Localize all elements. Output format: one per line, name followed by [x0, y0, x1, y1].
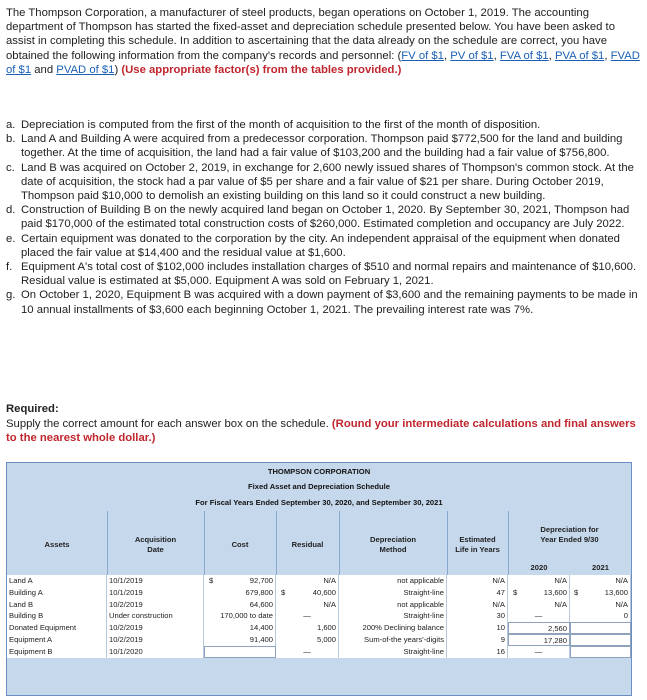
header-line: Year Ended 9/30 — [540, 535, 599, 544]
required-body — [6, 417, 642, 445]
answer-box-cost[interactable] — [204, 646, 276, 658]
cell-method: Straight-line — [339, 587, 447, 599]
item-text: Land B was acquired on October 2, 2019, in exchange for 2,600 newly issued shares of Thompson's common stock. At the date of acquisition, the stock had a par value of $5 per share and a fair value of $21 per share. During October 2019, Thompson paid $10,000 to demolish an existing building on this land so it could construct a new building. — [21, 161, 634, 203]
header-line: Acquisition — [134, 535, 177, 544]
item-marker: e. — [6, 232, 16, 245]
required-text: Supply the correct amount for each answer box on the schedule. — [6, 418, 332, 430]
dollar-sign: $ — [281, 587, 286, 597]
cell-date: 10/2/2019 — [107, 634, 204, 646]
cell-method: 200% Declining balance — [339, 622, 447, 634]
cell-dep-2021: N/A — [570, 599, 631, 611]
dollar-sign: $ — [574, 587, 579, 597]
schedule-period: For Fiscal Years Ended September 30, 2020, and September 30, 2021 — [195, 498, 443, 507]
item-text: Certain equipment was donated to the corporation by the city. An independent appraisal of the equipment when donated placed the fair value at $14,400 and the residual value at $1,600. — [21, 232, 620, 259]
item-marker: d. — [6, 204, 16, 217]
sep: , — [548, 49, 555, 62]
header-year-2020: 2020 — [530, 563, 548, 572]
list-item — [6, 232, 642, 260]
link-fva[interactable]: FVA of $1 — [499, 49, 549, 62]
table-row — [7, 634, 631, 646]
header-residual: Residual — [291, 540, 324, 549]
cell-cost: 64,600 — [204, 599, 276, 611]
item-text: Construction of Building B on the newly acquired land began on October 1, 2020. By September 30, 2021, Thompson had paid $170,000 of the estimated total construction costs of $260,000. Estimated completion and occupancy are July 2022. — [21, 204, 630, 231]
item-marker: f. — [6, 261, 13, 274]
cell-asset: Land B — [7, 599, 107, 611]
answer-box-dep-2021[interactable] — [570, 634, 631, 646]
info-list — [6, 118, 642, 317]
cell-method: Sum-of-the years'-digits — [339, 634, 447, 646]
header-life — [447, 535, 508, 555]
item-text: Land A and Building A were acquired from a predecessor corporation. Thompson paid $772,500 for the land and building together. At the time of acquisition, the land had a fair value of $103,200 and the building had a fair value of $756,800. — [21, 133, 623, 160]
answer-box-dep-2021[interactable] — [570, 646, 631, 658]
cell-life: 16 — [447, 646, 508, 658]
depreciation-schedule — [6, 462, 632, 696]
link-pvad[interactable]: PVAD of $1 — [56, 63, 115, 76]
cell-date: 10/1/2020 — [107, 646, 204, 658]
cell-dep-2021: 0 — [570, 610, 631, 622]
cell-residual: N/A — [276, 575, 339, 587]
list-item — [6, 161, 642, 204]
link-pv[interactable]: PV of $1 — [450, 49, 494, 62]
factor-note: (Use appropriate factor(s) from the tables provided.) — [118, 63, 402, 76]
sep: , — [493, 49, 500, 62]
table-row — [7, 599, 631, 611]
list-item — [6, 203, 642, 231]
cell-life: 10 — [447, 622, 508, 634]
list-item — [6, 260, 642, 288]
item-marker: b. — [6, 133, 16, 146]
cell-life: N/A — [447, 599, 508, 611]
header-year-2021: 2021 — [592, 563, 609, 572]
schedule-title: Fixed Asset and Depreciation Schedule — [248, 482, 390, 491]
answer-box-dep-2020[interactable]: 17,280 — [508, 634, 570, 646]
header-cost: Cost — [231, 540, 249, 549]
rounding-note: (Round your intermediate calculations and final answers to the nearest whole dollar.) — [6, 418, 636, 445]
sep: , — [443, 49, 451, 62]
link-pva[interactable]: PVA of $1 — [554, 49, 605, 62]
cell-date: 10/2/2019 — [107, 599, 204, 611]
cell-residual: — — [276, 610, 339, 622]
cell-cost: 91,400 — [204, 634, 276, 646]
table-row — [7, 646, 631, 658]
cell-residual: — — [276, 646, 339, 658]
link-fv[interactable]: FV of $1 — [401, 49, 444, 62]
cell-dep-2021: N/A — [570, 575, 631, 587]
cell-cost: 679,800 — [204, 587, 276, 599]
item-marker: c. — [6, 161, 15, 174]
cell-asset: Building A — [7, 587, 107, 599]
cell-asset: Equipment A — [7, 634, 107, 646]
cell-date: 10/1/2019 — [107, 575, 204, 587]
table-row — [7, 587, 631, 599]
required-title: Required: — [6, 403, 59, 415]
list-item — [6, 132, 642, 160]
cell-asset: Building B — [7, 610, 107, 622]
cell-residual: 5,000 — [276, 634, 339, 646]
header-method — [339, 535, 447, 555]
header-line: Depreciation for — [540, 525, 599, 534]
cell-asset: Equipment B — [7, 646, 107, 658]
header-acquisition-date — [107, 535, 204, 555]
cell-residual: 1,600 — [276, 622, 339, 634]
cell-date: Under construction — [107, 610, 204, 622]
cell-date: 10/2/2019 — [107, 622, 204, 634]
cell-life: N/A — [447, 575, 508, 587]
schedule-company: THOMPSON CORPORATION — [267, 467, 371, 476]
list-item — [6, 288, 642, 316]
header-line: Date — [147, 545, 164, 554]
cell-life: 9 — [447, 634, 508, 646]
header-assets: Assets — [44, 540, 70, 549]
cell-residual: N/A — [276, 599, 339, 611]
cell-dep-2021: 13,600 — [570, 587, 631, 599]
close-paren: ) — [114, 63, 119, 76]
cell-cost: 170,000 to date — [204, 610, 276, 622]
list-item — [6, 118, 642, 132]
cell-cost: 14,400 — [204, 622, 276, 634]
problem-intro — [6, 6, 642, 77]
cell-dep-2020: N/A — [508, 599, 570, 611]
item-text: Equipment A's total cost of $102,000 includes installation charges of $510 and normal repairs and maintenance of $10,600. Residual value is estimated at $5,000. Equipment A was sold on February 1, 2021. — [21, 261, 637, 288]
cell-dep-2020: — — [508, 646, 570, 658]
intro-text: The Thompson Corporation, a manufacturer of steel products, began operations on October 1, 2019. The accounting department of Thompson has started the fixed-asset and depreciation schedule presented below. You have been asked to assist in completing this schedule. In addition to ascertaining that the data already on the schedule are correct, you have obtained the following information from the company's records and personnel: ( — [6, 7, 615, 62]
table-row — [7, 622, 631, 634]
cell-method: Straight-line — [339, 610, 447, 622]
answer-box-dep-2020[interactable]: 2,560 — [508, 622, 570, 634]
header-line: Estimated — [459, 535, 496, 544]
cell-asset: Donated Equipment — [7, 622, 107, 634]
header-line: Method — [379, 545, 407, 554]
cell-life: 30 — [447, 610, 508, 622]
dollar-sign: $ — [513, 587, 518, 597]
cell-life: 47 — [447, 587, 508, 599]
header-depreciation — [508, 525, 631, 545]
header-line: Life in Years — [455, 545, 500, 554]
answer-box-dep-2021[interactable] — [570, 622, 631, 634]
item-marker: a. — [6, 119, 16, 131]
cell-cost: 92,700 — [204, 575, 276, 587]
and: and — [31, 63, 57, 76]
item-text: Depreciation is computed from the first of the month of acquisition to the first of the month of disposition. — [21, 119, 541, 131]
cell-method: not applicable — [339, 599, 447, 611]
item-text: On October 1, 2020, Equipment B was acquired with a down payment of $3,600 and the remaining payments to be made in 10 annual installments of $3,600 each beginning October 1, 2021. The prevailing interest rate was 7%. — [21, 289, 638, 316]
item-marker: g. — [6, 289, 16, 302]
cell-dep-2020: N/A — [508, 575, 570, 587]
table-row — [7, 575, 631, 587]
header-line: Depreciation — [370, 535, 416, 544]
cell-dep-2020: — — [508, 610, 570, 622]
link-fvad[interactable]: FVAD of $1 — [6, 49, 640, 76]
cell-date: 10/1/2019 — [107, 587, 204, 599]
sep: , — [604, 49, 611, 62]
dollar-sign: $ — [209, 576, 214, 585]
cell-method: Straight-line — [339, 646, 447, 658]
cell-residual: 40,600 — [276, 587, 339, 599]
table-row — [7, 610, 631, 622]
cell-dep-2020: 13,600 — [508, 587, 570, 599]
cell-method: not applicable — [339, 575, 447, 587]
cell-asset: Land A — [7, 575, 107, 587]
